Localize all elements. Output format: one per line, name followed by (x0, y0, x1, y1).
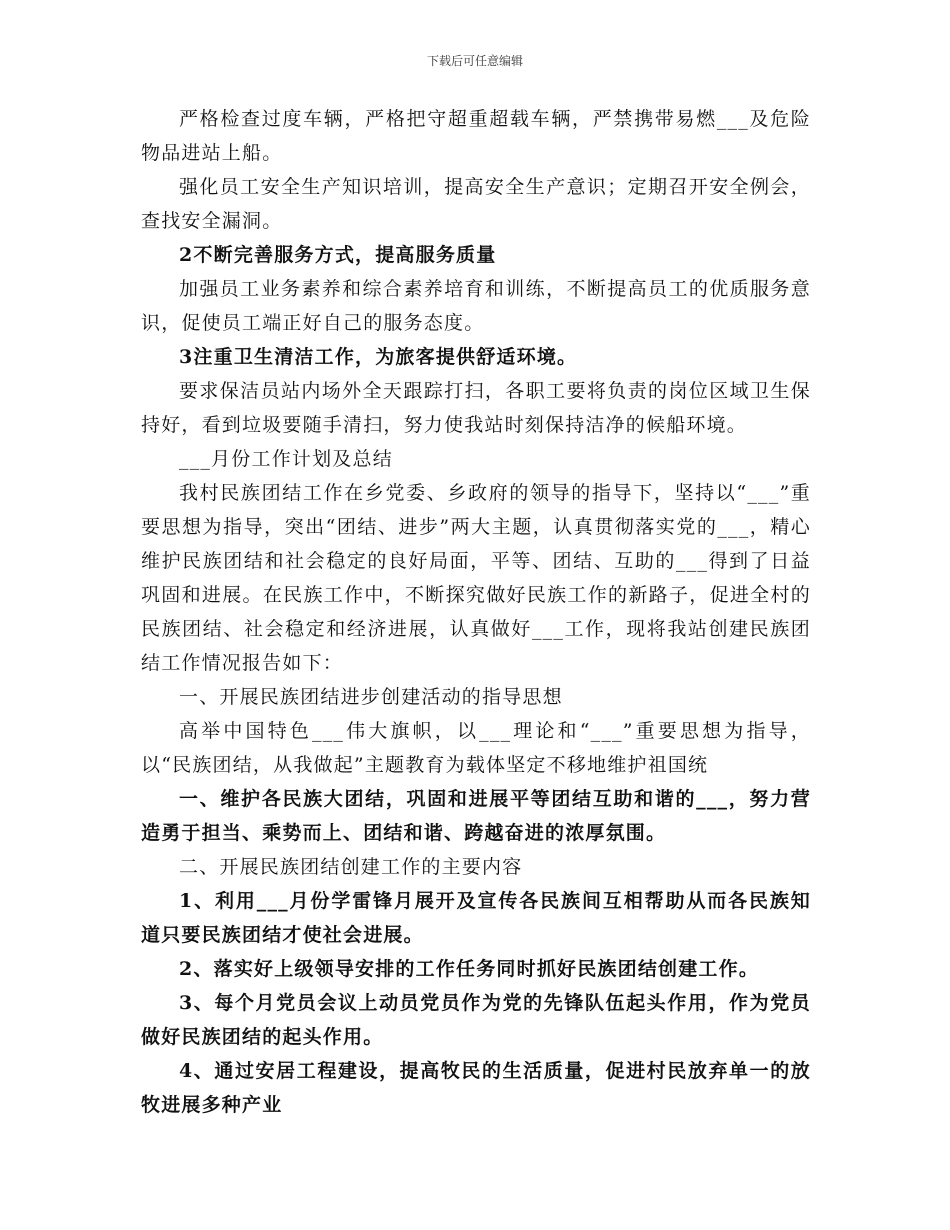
paragraph-4: 要求保洁员站内场外全天跟踪打扫，各职工要将负责的岗位区域卫生保持好，看到垃圾要随手清扫，努力使我站时刻保持洁净的候船环境。 (141, 380, 811, 436)
report-title: ___月份工作计划及总结 (179, 448, 393, 470)
paragraph-7: 一、维护各民族大团结，巩固和进展平等团结互助和谐的___，努力营造勇于担当、乘势而上、团结和谐、跨越奋进的浓厚氛围。 (141, 788, 811, 844)
list-item-4: 4、通过安居工程建设，提高牧民的生活质量，促进村民放弃单一的放牧进展多种产业 (141, 1060, 811, 1116)
list-item-2: 2、落实好上级领导安排的工作任务同时抓好民族团结创建工作。 (179, 958, 760, 980)
paragraph-1: 严格检查过度车辆，严格把守超重超载车辆，严禁携带易燃___及危险物品进站上船。 (141, 108, 811, 164)
paragraph-2: 强化员工安全生产知识培训，提高安全生产意识；定期召开安全例会，查找安全漏洞。 (141, 176, 811, 232)
heading-guiding-ideology: 一、开展民族团结进步创建活动的指导思想 (179, 686, 563, 708)
heading-main-content: 二、开展民族团结创建工作的主要内容 (179, 856, 523, 878)
page-header: 下载后可任意编辑 (426, 54, 523, 68)
section-heading-2: 2不断完善服务方式，提高服务质量 (179, 244, 497, 266)
paragraph-5: 我村民族团结工作在乡党委、乡政府的领导的指导下，坚持以“___”重要思想为指导，突出“团结、进步”两大主题，认真贯彻落实党的___，精心维护民族团结和社会稳定的良好局面，平等、团结、互助的___得到了日益巩固和进展。在民族工作中，不断探究做好民族工作的新路子，促进全村的民族团结、社会稳定和经济进展，认真做好___工作，现将我站创建民族团结工作情况报告如下： (141, 482, 811, 674)
section-heading-3: 3注重卫生清洁工作，为旅客提供舒适环境。 (179, 346, 578, 368)
paragraph-6: 高举中国特色___伟大旗帜，以___理论和“___”重要思想为指导，以“民族团结，从我做起”主题教育为载体坚定不移地维护祖国统 (141, 720, 811, 776)
paragraph-3: 加强员工业务素养和综合素养培育和训练，不断提高员工的优质服务意识，促使员工端正好自己的服务态度。 (141, 278, 811, 334)
list-item-1: 1、利用___月份学雷锋月展开及宣传各民族间互相帮助从而各民族知道只要民族团结才使社会进展。 (141, 890, 811, 946)
list-item-3: 3、每个月党员会议上动员党员作为党的先锋队伍起头作用，作为党员做好民族团结的起头作用。 (141, 992, 811, 1048)
document-body (141, 102, 811, 1122)
